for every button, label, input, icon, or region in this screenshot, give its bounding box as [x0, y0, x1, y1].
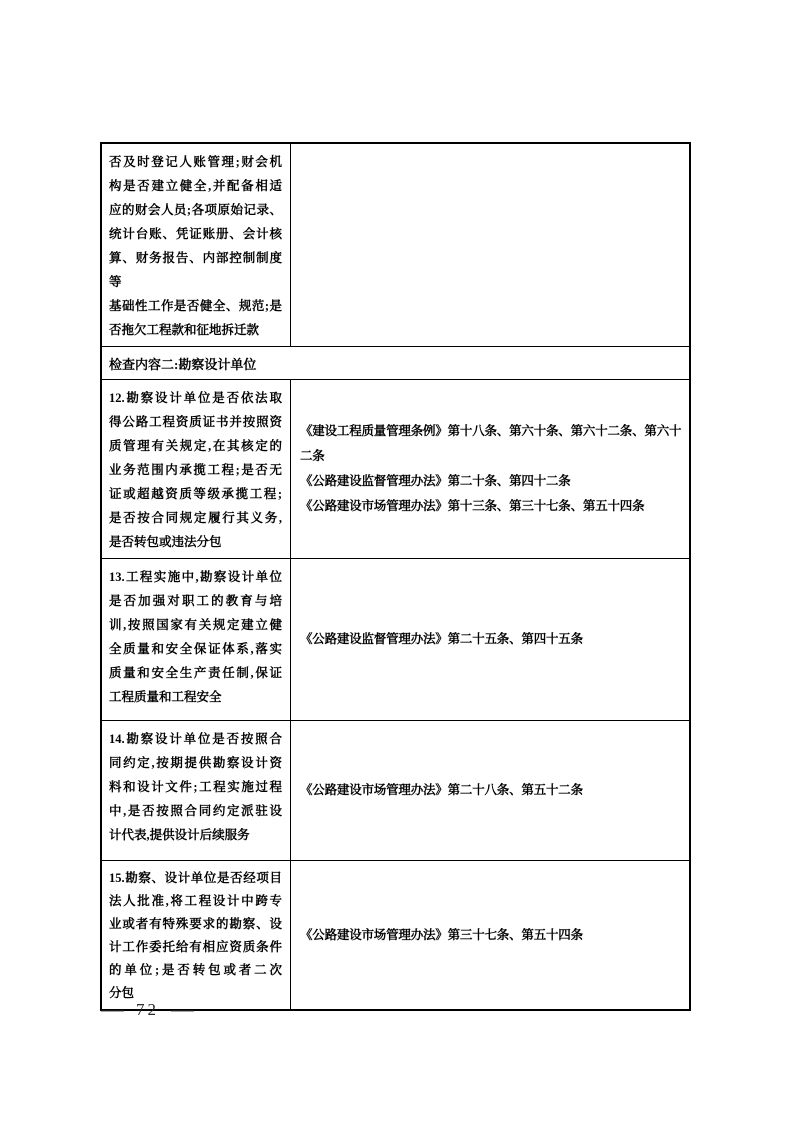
text-line: 法人批准,将工程设计中跨专: [109, 894, 282, 908]
legal-basis-cell: [291, 721, 689, 860]
text-line: 15.勘察、设计单位是否经项目: [109, 871, 282, 885]
text-line: 《建设工程质量管理条例》第十八条、第六十条、第六十二条、第六十: [300, 424, 682, 438]
inspection-content-cell: [102, 721, 291, 860]
text-line: 训,按照国家有关规定建立健: [109, 618, 282, 632]
text-line: 否拖欠工程款和征地拆迁款: [109, 323, 260, 337]
text-line: 二条: [300, 449, 325, 463]
inspection-content-cell: [102, 144, 291, 346]
text-line: 《公路建设市场管理办法》第十三条、第三十七条、第五十四条: [300, 499, 645, 513]
text-line: 计工作委托给有相应资质条件: [109, 940, 282, 954]
text-line: 13.工程实施中,勘察设计单位: [109, 570, 282, 584]
text-line: 工程质量和工程安全: [109, 690, 222, 704]
table-row: [102, 720, 689, 860]
text-line: 12.勘察设计单位是否依法取: [109, 391, 282, 405]
text-line: 质量和安全生产责任制,保证: [109, 666, 282, 680]
text-line: 业务范围内承揽工程;是否无: [109, 463, 282, 477]
text-line: 料和设计文件;工程实施过程: [109, 780, 282, 794]
table-row: [102, 379, 689, 558]
text-line: 得公路工程资质证书并按照资: [109, 415, 282, 429]
legal-basis-cell: [291, 861, 689, 1009]
footer-left-dash: —: [101, 1000, 124, 1019]
text-line: 构是否建立健全,并配备相适: [109, 179, 282, 193]
legal-basis-cell: [291, 144, 689, 346]
text-line: 证或超越资质等级承揽工程;: [109, 487, 282, 501]
text-line: 《公路建设监督管理办法》第二十五条、第四十五条: [300, 632, 583, 646]
legal-basis-cell: [291, 380, 689, 558]
table-row: [102, 558, 689, 720]
text-line: 分包: [109, 986, 135, 1000]
table-row: [102, 144, 689, 346]
section-header-row: [102, 346, 689, 379]
text-line: 应的财会人员;各项原始记录、: [109, 203, 282, 217]
legal-basis-cell: [291, 559, 689, 720]
text-line: 质管理有关规定,在其核定的: [109, 439, 282, 453]
section-header-label: 检查内容二:勘察设计单位: [109, 356, 257, 372]
inspection-content-cell: [102, 380, 291, 558]
text-line: 是否加强对职工的教育与培: [109, 594, 282, 608]
page-footer: [101, 1000, 194, 1020]
text-line: 是否按合同规定履行其义务,: [109, 511, 282, 525]
text-line: 同约定,按期提供勘察设计资: [109, 756, 282, 770]
text-line: 是否转包或违法分包: [109, 535, 222, 549]
text-line: 业或者有特殊要求的勘察、设: [109, 917, 282, 931]
inspection-content-cell: [102, 559, 291, 720]
text-line: 中,是否按照合同约定派驻设: [109, 804, 282, 818]
text-line: 计代表,提供设计后续服务: [109, 828, 250, 842]
page-number: 72: [136, 1000, 159, 1019]
text-line: 《公路建设市场管理办法》第二十八条、第五十二条: [300, 783, 583, 797]
text-line: 全质量和安全保证体系,落实: [109, 642, 282, 656]
text-line: 14.勘察设计单位是否按照合: [109, 732, 282, 746]
text-line: 《公路建设监督管理办法》第二十条、第四十二条: [300, 474, 571, 488]
footer-right-dash: —: [171, 1000, 194, 1019]
text-line: 的单位;是否转包或者二次: [109, 963, 282, 977]
text-line: 否及时登记人账管理;财会机: [109, 155, 282, 169]
text-line: 基础性工作是否健全、规范;是: [109, 299, 282, 313]
table-row: [102, 860, 689, 1009]
text-line: 统计台账、凭证账册、会计核: [109, 227, 282, 241]
inspection-table: [100, 142, 691, 1011]
text-line: 《公路建设市场管理办法》第三十七条、第五十四条: [300, 927, 583, 942]
inspection-content-cell: [102, 861, 291, 1009]
text-line: 算、财务报告、内部控制制度等: [109, 251, 282, 289]
